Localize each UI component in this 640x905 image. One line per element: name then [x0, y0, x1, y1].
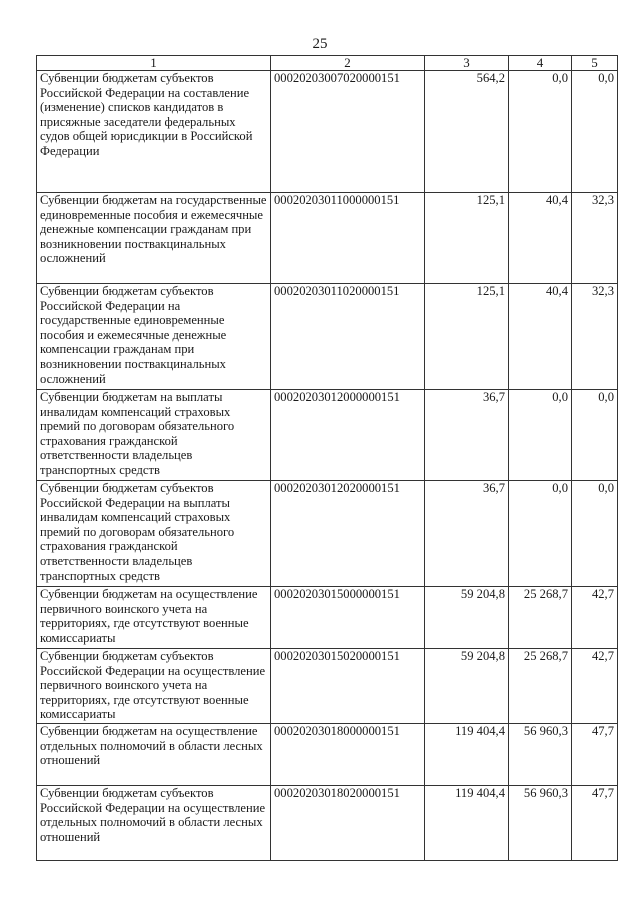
row-code-cell: 00020203018000000151: [271, 724, 425, 786]
table-row: [37, 724, 618, 786]
row-code-cell: 00020203011020000151: [271, 284, 425, 390]
table-header-row: [37, 56, 618, 71]
row-name-cell: Субвенции бюджетам на осуществление первичного воинского учета на территориях, где отсутствуют военные комиссариаты: [37, 587, 271, 649]
row-name-cell: Субвенции бюджетам субъектов Российской Федерации на составление (изменение) списков кандидатов в присяжные заседатели федеральных судов общей юрисдикции в Российской Федерации: [37, 71, 271, 193]
row-value-col5: 32,3: [572, 193, 618, 284]
row-value-col4: 56 960,3: [509, 724, 572, 786]
row-value-col5: 42,7: [572, 649, 618, 724]
row-value-col4: 0,0: [509, 481, 572, 587]
row-value-col4: 25 268,7: [509, 649, 572, 724]
row-value-col5: 0,0: [572, 481, 618, 587]
row-name-cell: Субвенции бюджетам субъектов Российской Федерации на осуществление отдельных полномочий в области лесных отношений: [37, 786, 271, 861]
row-value-col5: 0,0: [572, 71, 618, 193]
table-row: [37, 587, 618, 649]
table-row: [37, 71, 618, 193]
column-header-5: 5: [572, 56, 618, 71]
budget-table: [36, 55, 618, 861]
row-code-cell: 00020203015020000151: [271, 649, 425, 724]
row-value-col3: 119 404,4: [425, 724, 509, 786]
column-header-2: 2: [271, 56, 425, 71]
column-header-1: 1: [37, 56, 271, 71]
row-code-cell: 00020203018020000151: [271, 786, 425, 861]
page-number: 25: [312, 36, 328, 52]
row-code-cell: 00020203011000000151: [271, 193, 425, 284]
row-value-col3: 119 404,4: [425, 786, 509, 861]
row-name-cell: Субвенции бюджетам субъектов Российской Федерации на осуществление первичного воинского учета на территориях, где отсутствуют военные комиссариаты: [37, 649, 271, 724]
row-code-cell: 00020203012020000151: [271, 481, 425, 587]
row-value-col3: 564,2: [425, 71, 509, 193]
row-value-col4: 40,4: [509, 193, 572, 284]
row-code-cell: 00020203015000000151: [271, 587, 425, 649]
row-value-col4: 0,0: [509, 71, 572, 193]
column-header-3: 3: [425, 56, 509, 71]
row-value-col5: 0,0: [572, 390, 618, 481]
row-value-col4: 0,0: [509, 390, 572, 481]
row-value-col5: 42,7: [572, 587, 618, 649]
column-header-4: 4: [509, 56, 572, 71]
table-row: [37, 649, 618, 724]
row-value-col3: 59 204,8: [425, 649, 509, 724]
row-value-col3: 36,7: [425, 390, 509, 481]
row-value-col3: 125,1: [425, 193, 509, 284]
row-code-cell: 00020203007020000151: [271, 71, 425, 193]
row-value-col4: 40,4: [509, 284, 572, 390]
row-value-col3: 59 204,8: [425, 587, 509, 649]
table-row: [37, 390, 618, 481]
row-name-cell: Субвенции бюджетам субъектов Российской Федерации на государственные единовременные пособия и ежемесячные денежные компенсации гражданам при возникновении поствакцинальных осложнений: [37, 284, 271, 390]
row-value-col5: 32,3: [572, 284, 618, 390]
table-row: [37, 284, 618, 390]
row-name-cell: Субвенции бюджетам на осуществление отдельных полномочий в области лесных отношений: [37, 724, 271, 786]
row-name-cell: Субвенции бюджетам субъектов Российской Федерации на выплаты инвалидам компенсаций страховых премий по договорам обязательного страхования гражданской ответственности владельцев транспортных средств: [37, 481, 271, 587]
table-row: [37, 786, 618, 861]
row-value-col3: 36,7: [425, 481, 509, 587]
row-code-cell: 00020203012000000151: [271, 390, 425, 481]
table-row: [37, 481, 618, 587]
row-value-col4: 56 960,3: [509, 786, 572, 861]
table-row: [37, 193, 618, 284]
row-name-cell: Субвенции бюджетам на выплаты инвалидам компенсаций страховых премий по договорам обязательного страхования гражданской ответственности владельцев транспортных средств: [37, 390, 271, 481]
row-name-cell: Субвенции бюджетам на государственные единовременные пособия и ежемесячные денежные компенсации гражданам при возникновении поствакцинальных осложнений: [37, 193, 271, 284]
row-value-col4: 25 268,7: [509, 587, 572, 649]
row-value-col5: 47,7: [572, 786, 618, 861]
row-value-col3: 125,1: [425, 284, 509, 390]
row-value-col5: 47,7: [572, 724, 618, 786]
